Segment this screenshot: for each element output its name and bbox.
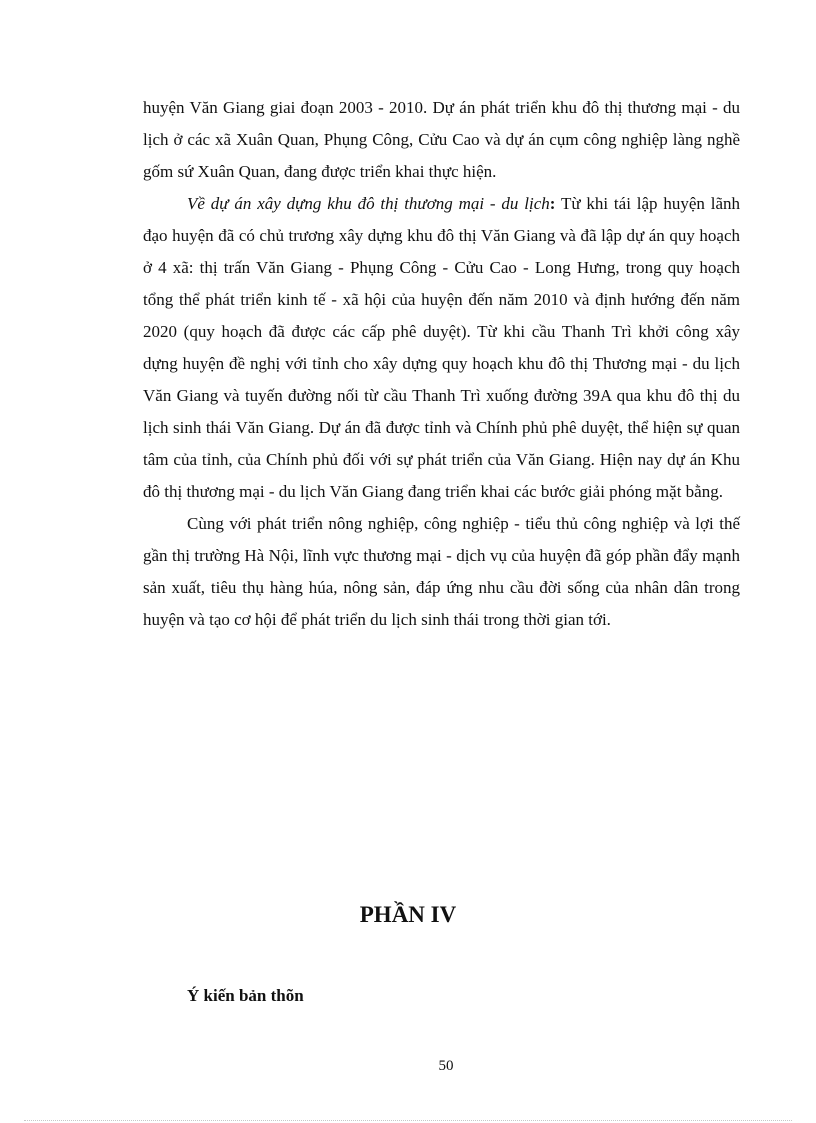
paragraph-2-lead: Về dự án xây dựng khu đô thị thương mại - du lịch [187, 194, 550, 213]
page-number: 50 [438, 1058, 454, 1074]
paragraph-3: Cùng với phát triển nông nghiệp, công nghiệp - tiểu thủ công nghiệp và lợi thế gần thị trường Hà Nội, lĩnh vực thương mại - dịch vụ của huyện đã góp phần đẩy mạnh sản xuất, tiêu thụ hàng húa, nông sản, đáp ứng nhu cầu đời sống của nhân dân trong huyện và tạo cơ hội để phát triển du lịch sinh thái trong thời gian tới. [143, 514, 740, 629]
paragraph-2-colon: : [549, 194, 556, 213]
paragraph-2 [143, 188, 740, 508]
section-heading: PHẦN IV [359, 902, 457, 927]
page-bottom-divider [24, 1120, 792, 1121]
subheading: Ý kiến bản thõn [187, 986, 304, 1005]
paragraph-1: huyện Văn Giang giai đoạn 2003 - 2010. Dự án phát triển khu đô thị thương mại - du lịch ở các xã Xuân Quan, Phụng Công, Cửu Cao và dự án cụm công nghiệp làng nghề gốm sứ Xuân Quan, đang được triển khai thực hiện. [143, 98, 740, 181]
paragraph-2-body: Từ khi tái lập huyện lãnh đạo huyện đã có chủ trương xây dựng khu đô thị Văn Giang và đã lập dự án quy hoạch ở 4 xã: thị trấn Văn Giang - Phụng Công - Cửu Cao - Long Hưng, trong quy hoạch tổng thể phát triển kinh tế - xã hội của huyện đến năm 2010 và định hướng đến năm 2020 (quy hoạch đã được các cấp phê duyệt). Từ khi cầu Thanh Trì khởi công xây dựng huyện đề nghị với tỉnh cho xây dựng quy hoạch khu đô thị Thương mại - du lịch Văn Giang và tuyến đường nối từ cầu Thanh Trì xuống đường 39A qua khu đô thị du lịch sinh thái Văn Giang. Dự án đã được tỉnh và Chính phủ phê duyệt, thể hiện sự quan tâm của tỉnh, của Chính phủ đối với sự phát triển của Văn Giang. Hiện nay dự án Khu đô thị thương mại - du lịch Văn Giang đang triển khai các bước giải phóng mặt bằng. [143, 194, 740, 501]
body-text [143, 92, 740, 636]
